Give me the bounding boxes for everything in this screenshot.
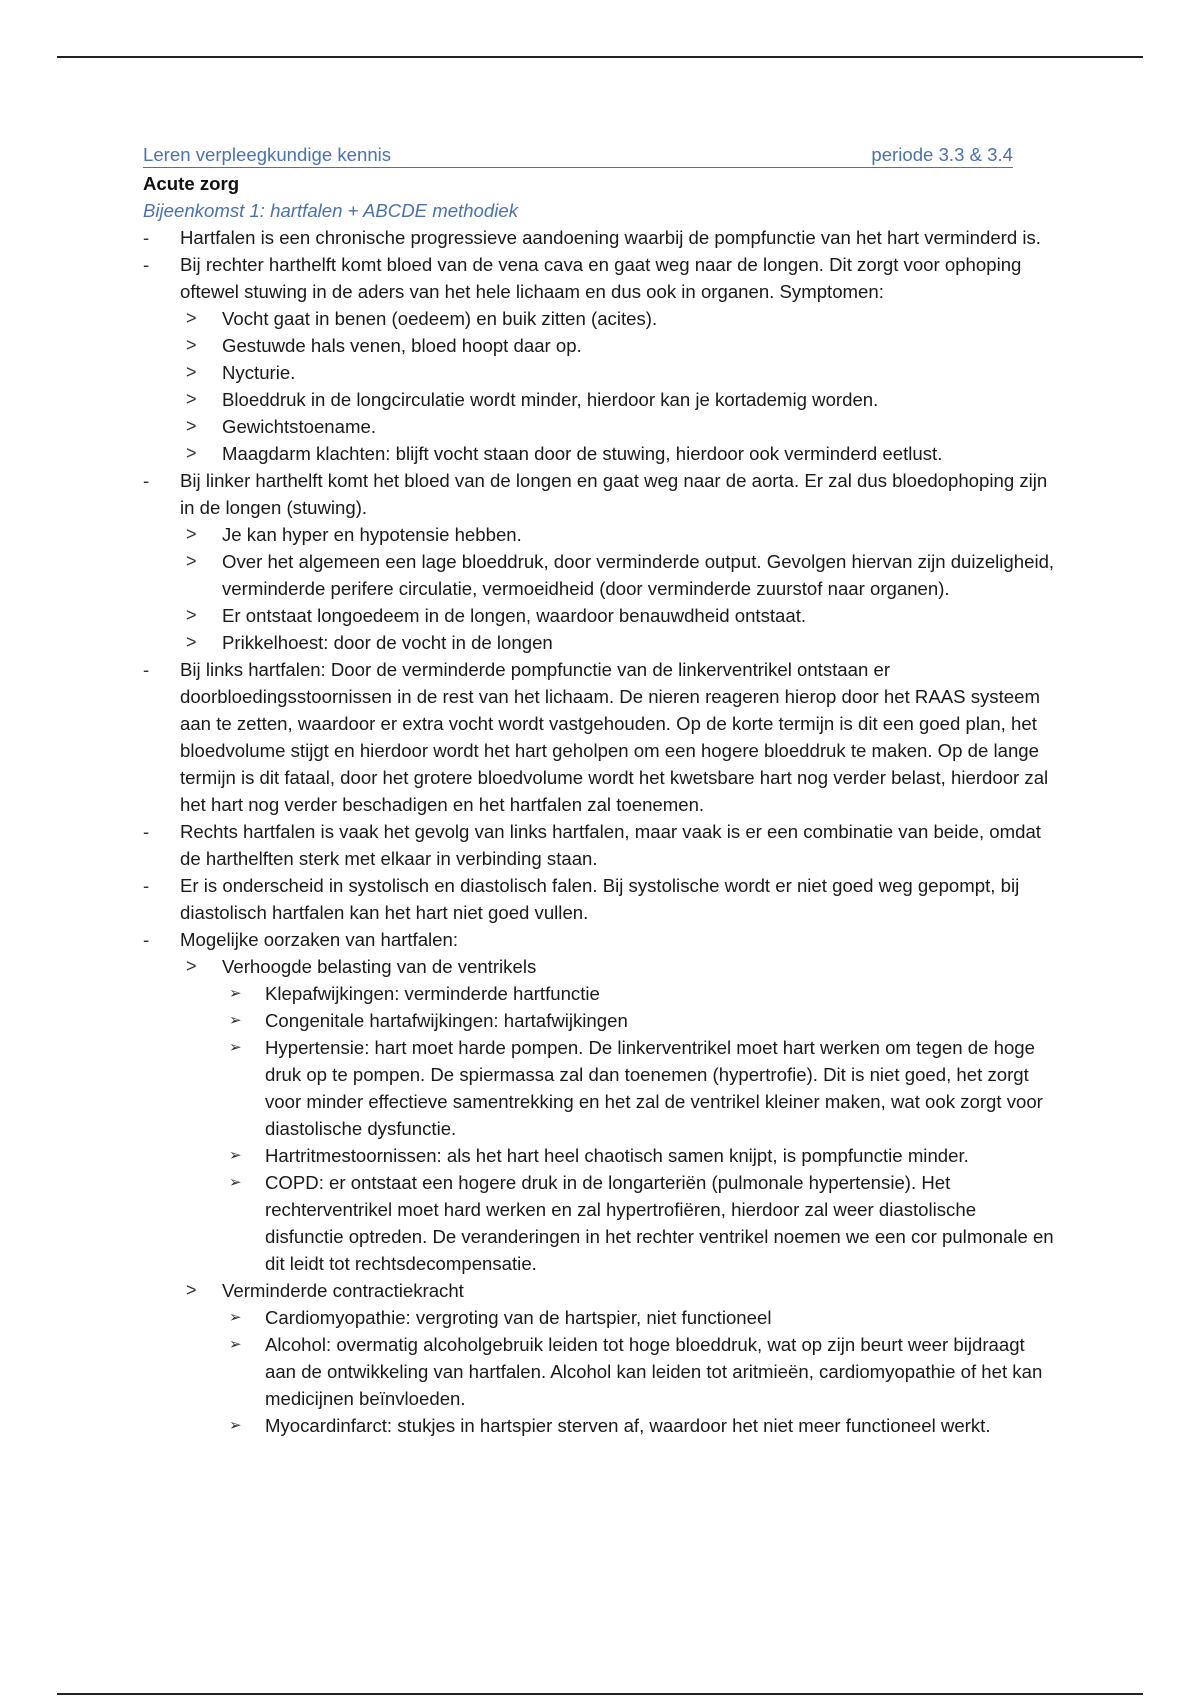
arrow-icon: ➢ [229,1012,242,1029]
dash-icon: - [143,875,150,896]
list-item: - Rechts hartfalen is vaak het gevolg van links hartfalen, maar vaak is er een combinatie van beide, omdat de harthelften sterk met elkaar in verbinding staan. [143,818,1058,872]
symptom-list-left [143,521,1058,656]
list-item: > Gestuwde hals venen, bloed hoopt daar op. [143,332,1058,359]
list-item: - Er is onderscheid in systolisch en diastolisch falen. Bij systolische wordt er niet goed weg gepompt, bij diastolisch hartfalen kan het hart niet goed vullen. [143,872,1058,926]
arrow-icon: ➢ [229,1147,242,1164]
document-header [143,143,1013,168]
list-item: > Over het algemeen een lage bloeddruk, door verminderde output. Gevolgen hiervan zijn duizeligheid, verminderde perifere circulatie, vermoeidheid (door verminderde zuurstof naar organen). [143,548,1058,602]
document-body [143,143,1058,1439]
list-item: - Mogelijke oorzaken van hartfalen: [143,926,1058,953]
top-rule [57,56,1143,58]
arrow-icon: ➢ [229,1174,242,1191]
page-title: Acute zorg [143,173,240,194]
bottom-rule [57,1693,1143,1695]
dash-icon: - [143,254,150,275]
list-item: > Nycturie. [143,359,1058,386]
cause-detail-list-2 [143,1304,1058,1439]
sublist-container [143,1304,1058,1439]
list-item: > Gewichtstoename. [143,413,1058,440]
sublist-container [143,521,1058,656]
dash-icon: - [143,659,150,680]
chevron-icon: > [186,551,197,571]
chevron-icon: > [186,1280,197,1300]
list-item: - Bij links hartfalen: Door de verminderde pompfunctie van de linkerventrikel ontstaan er doorbloedingsstoornissen in de rest van het lichaam. De nieren reageren hierop door het RAAS systeem aan te zetten, waardoor er extra vocht wordt vastgehouden. Op de korte termijn is dit een goed plan, het bloedvolume stijgt en hierdoor wordt het hart geholpen om een hogere bloeddruk te maken. Op de lange termijn is dit fataal, door het grotere bloedvolume wordt het kwetsbare hart nog verder belast, hierdoor zal het hart nog verder beschadigen en het hartfalen zal toenemen. [143,656,1058,818]
list-item: ➢ Hypertensie: hart moet harde pompen. De linkerventrikel moet hart werken om tegen de hoge druk op te pompen. De spiermassa zal dan toenemen (hypertrofie). Dit is niet goed, het zorgt voor minder effectieve samentrekking en het zal de ventrikel kleiner maken, wat ook zorgt voor diastolische dysfunctie. [143,1034,1058,1142]
chevron-icon: > [186,632,197,652]
list-item: > Verhoogde belasting van de ventrikels [143,953,1058,980]
list-item: > Maagdarm klachten: blijft vocht staan door de stuwing, hierdoor ook verminderd eetlust. [143,440,1058,467]
header-period: periode 3.3 & 3.4 [871,144,1013,165]
dash-icon: - [143,227,150,248]
list-item: - Hartfalen is een chronische progressieve aandoening waarbij de pompfunctie van het hart verminderd is. [143,224,1058,251]
list-item: ➢ Alcohol: overmatig alcoholgebruik leiden tot hoge bloeddruk, wat op zijn beurt weer bijdraagt aan de ontwikkeling van hartfalen. Alcohol kan leiden tot aritmieën, cardiomyopathie of het kan medicijnen beïnvloeden. [143,1331,1058,1412]
list-item: ➢ Hartritmestoornissen: als het hart heel chaotisch samen knijpt, is pompfunctie minder. [143,1142,1058,1169]
bullet-list [143,224,1058,1439]
list-item: > Vocht gaat in benen (oedeem) en buik zitten (acites). [143,305,1058,332]
arrow-icon: ➢ [229,1336,242,1353]
chevron-icon: > [186,524,197,544]
list-item: > Prikkelhoest: door de vocht in de longen [143,629,1058,656]
list-item: ➢ Congenitale hartafwijkingen: hartafwijkingen [143,1007,1058,1034]
chevron-icon: > [186,335,197,355]
chevron-icon: > [186,416,197,436]
list-item: - Bij linker harthelft komt het bloed van de longen en gaat weg naar de aorta. Er zal dus bloedophoping zijn in de longen (stuwing). [143,467,1058,521]
chevron-icon: > [186,956,197,976]
chevron-icon: > [186,443,197,463]
list-item: - Bij rechter harthelft komt bloed van de vena cava en gaat weg naar de longen. Dit zorgt voor ophoping oftewel stuwing in de aders van het hele lichaam en dus ook in organen. Symptomen: [143,251,1058,305]
list-item: > Bloeddruk in de longcirculatie wordt minder, hierdoor kan je kortademig worden. [143,386,1058,413]
dash-icon: - [143,929,150,950]
list-item: > Verminderde contractiekracht [143,1277,1058,1304]
arrow-icon: ➢ [229,1039,242,1056]
list-item: ➢ Klepafwijkingen: verminderde hartfunctie [143,980,1058,1007]
list-item: > Je kan hyper en hypotensie hebben. [143,521,1058,548]
cause-list [143,953,1058,1439]
sublist-container [143,953,1058,1439]
dash-icon: - [143,821,150,842]
list-item: ➢ Cardiomyopathie: vergroting van de hartspier, niet functioneel [143,1304,1058,1331]
list-item: > Er ontstaat longoedeem in de longen, waardoor benauwdheid ontstaat. [143,602,1058,629]
header-course: Leren verpleegkundige kennis [143,144,392,165]
page-subtitle: Bijeenkomst 1: hartfalen + ABCDE methodiek [143,200,518,221]
sublist-container [143,305,1058,467]
cause-detail-list-1 [143,980,1058,1277]
chevron-icon: > [186,389,197,409]
arrow-icon: ➢ [229,1417,242,1434]
dash-icon: - [143,470,150,491]
arrow-icon: ➢ [229,1309,242,1326]
sublist-container [143,980,1058,1277]
list-item: ➢ COPD: er ontstaat een hogere druk in de longarteriën (pulmonale hypertensie). Het rechterventrikel moet hard werken en zal hypertrofiëren, hierdoor zal weer diastolische disfunctie optreden. De veranderingen in het rechter ventrikel noemen we een cor pulmonale en dit leidt tot rechtsdecompensatie. [143,1169,1058,1277]
chevron-icon: > [186,362,197,382]
symptom-list-right [143,305,1058,467]
chevron-icon: > [186,605,197,625]
list-item: ➢ Myocardinfarct: stukjes in hartspier sterven af, waardoor het niet meer functioneel werkt. [143,1412,1058,1439]
arrow-icon: ➢ [229,985,242,1002]
chevron-icon: > [186,308,197,328]
